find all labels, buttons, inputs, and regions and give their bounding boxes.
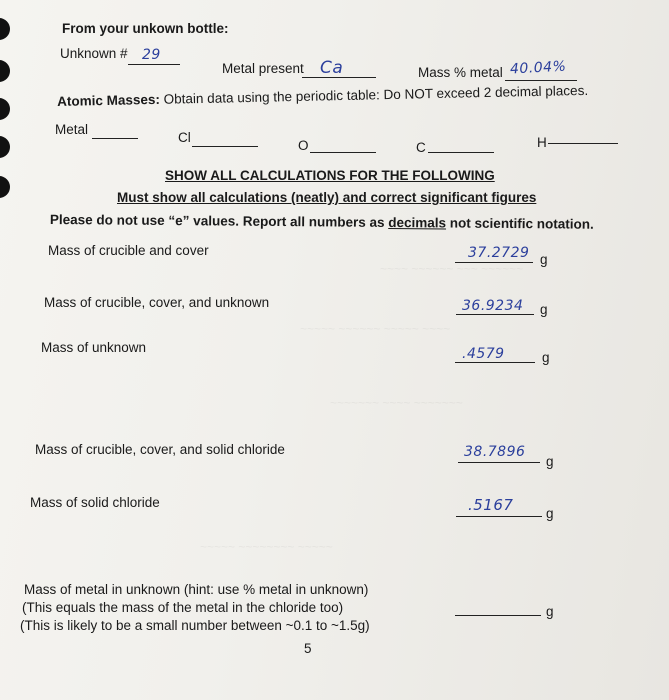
page-number: 5 <box>304 641 312 656</box>
atomic-c-label: C <box>416 140 426 155</box>
must-show-heading: Must show all calculations (neatly) and correct significant figures <box>117 190 537 205</box>
bleed-through-text: ~~~~~ ~~~~~~ ~~~~~ ~~~~ <box>300 322 451 336</box>
measurement-label: Mass of crucible, cover, and unknown <box>44 295 270 310</box>
measurement-label: Mass of crucible and cover <box>48 243 209 258</box>
binder-hole <box>0 98 10 120</box>
measurement-value[interactable]: .4579 <box>462 346 505 362</box>
measurement-label-line: (This is likely to be a small number between ~0.1 to ~1.5g) <box>20 618 370 633</box>
unknown-number-value[interactable]: 29 <box>142 47 161 63</box>
measurement-unit: g <box>546 604 554 619</box>
measurement-value[interactable]: .5167 <box>468 496 514 514</box>
measurement-line <box>456 516 542 517</box>
unknown-number-label: Unknown # <box>60 46 128 61</box>
binder-holes <box>0 0 12 700</box>
atomic-h-line <box>548 143 618 144</box>
no-e-values-instruction: Please do not use “e” values. Report all numbers as decimals not scientific notation. <box>49 212 594 232</box>
measurement-value[interactable]: 38.7896 <box>464 444 526 460</box>
unknown-number-line <box>128 64 180 65</box>
bleed-through-text: ~~~~~~~ ~~~~ ~~~~~~~ <box>330 396 463 410</box>
measurement-value[interactable]: 36.9234 <box>462 298 524 314</box>
atomic-c-line <box>428 152 494 153</box>
measurement-unit: g <box>542 350 550 365</box>
measurement-value[interactable]: 37.2729 <box>468 245 530 261</box>
atomic-o-label: O <box>298 138 309 153</box>
binder-hole <box>0 18 10 40</box>
atomic-cl-line <box>192 146 258 147</box>
measurement-unit: g <box>540 302 548 317</box>
atomic-metal-line <box>92 138 138 139</box>
measurement-label: Mass of unknown <box>41 340 147 355</box>
mass-pct-label: Mass % metal <box>418 65 503 80</box>
page-title: From your unkown bottle: <box>62 21 229 36</box>
measurement-label-line: (This equals the mass of the metal in the chloride too) <box>22 600 344 615</box>
mass-pct-line <box>505 80 577 81</box>
metal-present-value[interactable]: Ca <box>320 58 344 78</box>
bleed-through-text: ~~~~~ ~~~~~~~~ ~~~~~ <box>200 540 333 554</box>
measurement-unit: g <box>546 454 554 469</box>
measurement-unit: g <box>540 252 548 267</box>
measurement-label: Mass of solid chloride <box>30 495 160 510</box>
metal-present-label: Metal present <box>222 61 304 76</box>
binder-hole <box>0 176 10 198</box>
show-all-heading: SHOW ALL CALCULATIONS FOR THE FOLLOWING <box>165 168 495 183</box>
atomic-masses-instruction <box>57 83 588 109</box>
atomic-cl-label: Cl <box>178 130 191 145</box>
mass-pct-value[interactable]: 40.04% <box>509 58 567 78</box>
atomic-h-label: H <box>537 135 547 150</box>
measurement-line <box>456 314 534 315</box>
measurement-unit: g <box>546 506 554 521</box>
measurement-line <box>458 462 540 463</box>
measurement-line <box>455 362 535 363</box>
atomic-masses-heading: Atomic Masses: <box>57 91 161 109</box>
measurement-line <box>455 262 533 263</box>
binder-hole <box>0 60 10 82</box>
measurement-label: Mass of crucible, cover, and solid chloride <box>35 442 285 457</box>
atomic-masses-text: Obtain data using the periodic table: Do NOT exceed 2 decimal places. <box>163 82 589 107</box>
binder-hole <box>0 136 10 158</box>
atomic-o-line <box>310 152 376 153</box>
measurement-label-line: Mass of metal in unknown (hint: use % metal in unknown) <box>24 582 369 597</box>
measurement-line <box>455 615 541 616</box>
atomic-metal-label: Metal <box>55 122 89 137</box>
bleed-through-text: ~~~~ ~~~~~~ ~~~ ~~~~~~ <box>380 262 524 276</box>
